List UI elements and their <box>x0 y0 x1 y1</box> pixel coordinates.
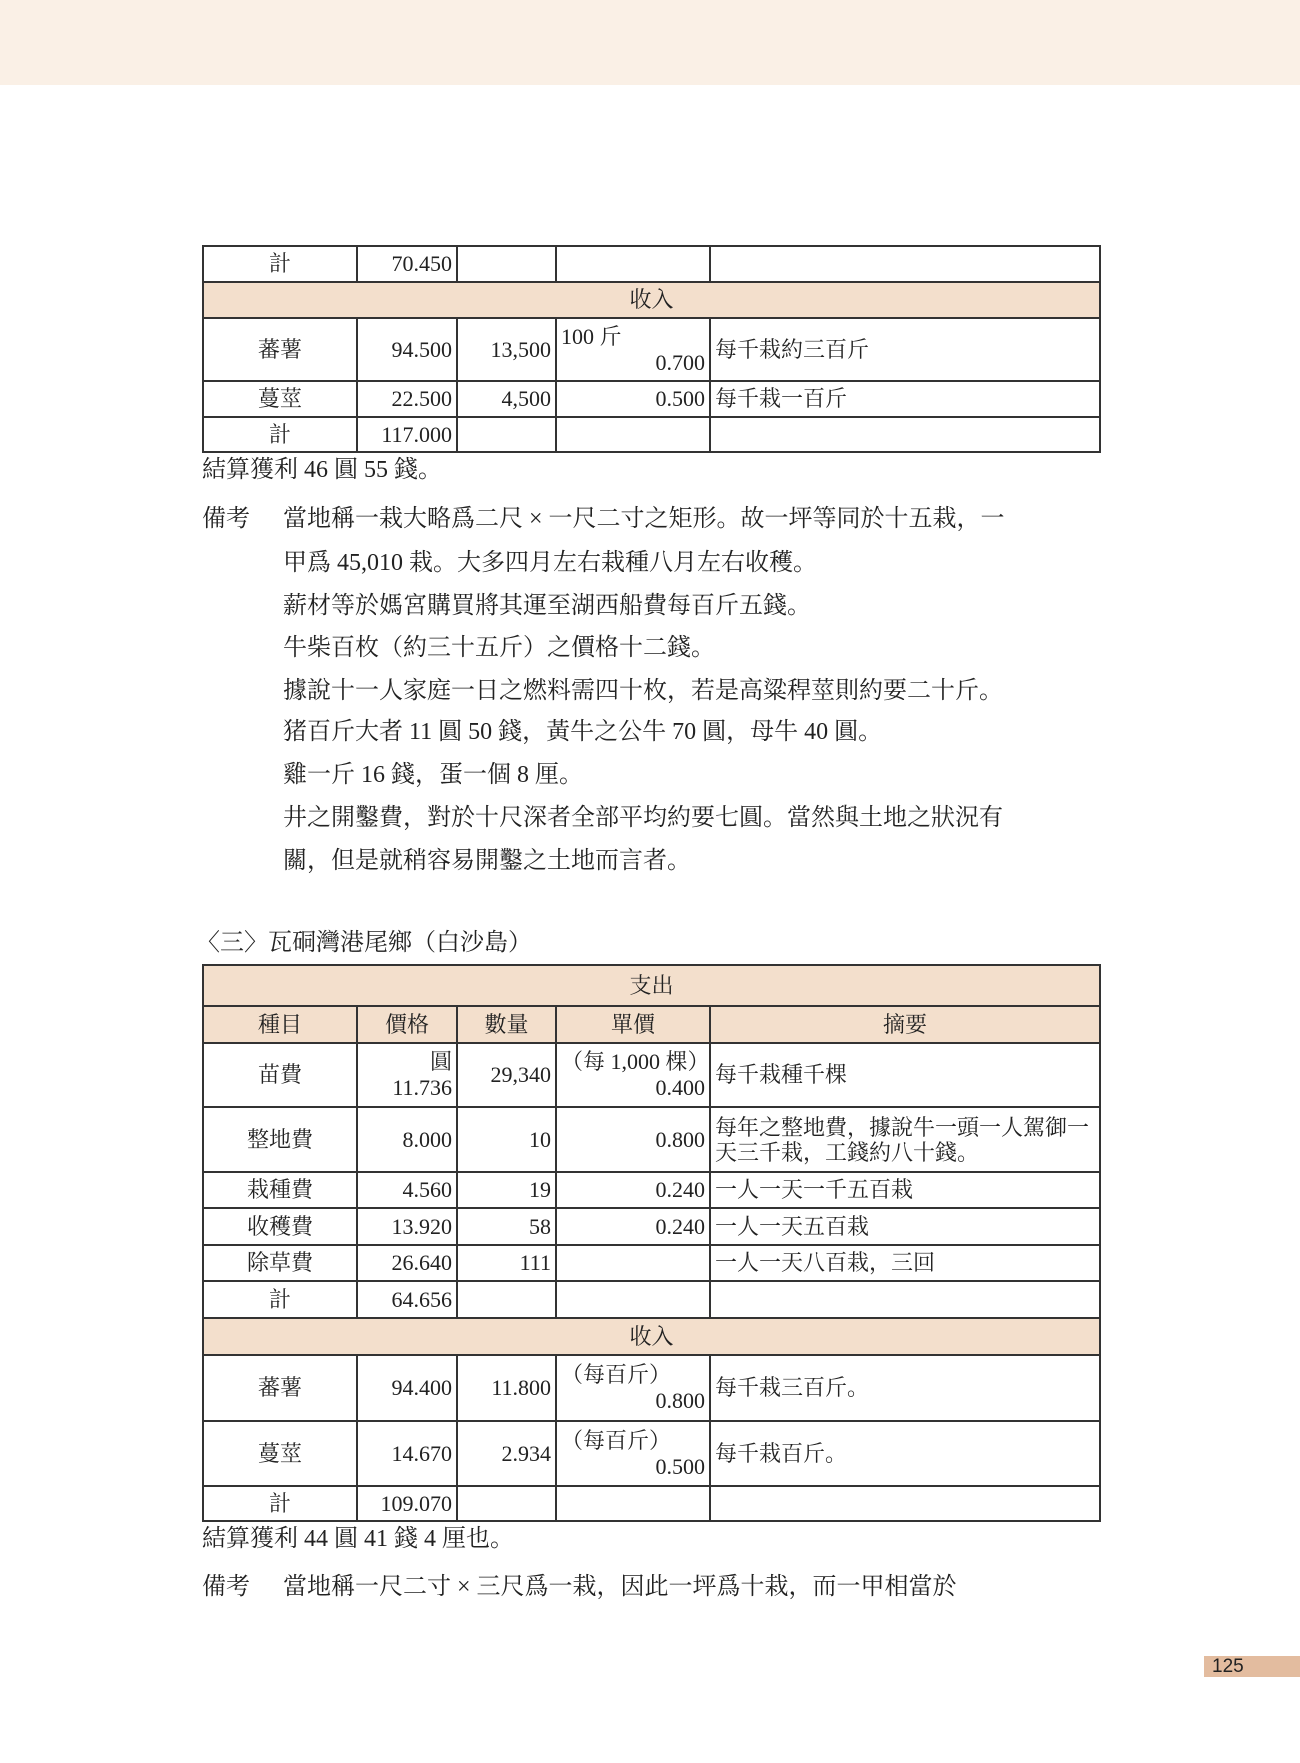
unit-label: （每百斤） <box>561 1362 672 1387</box>
cell: 計 <box>203 246 357 282</box>
page-number: 125 <box>1204 1656 1300 1677</box>
cell: 22.500 <box>357 381 457 417</box>
cell <box>710 417 1100 452</box>
cell: 整地費 <box>203 1107 357 1172</box>
remark-line: 當地稱一栽大略爲二尺 × 一尺二寸之矩形。故一坪等同於十五栽，一 <box>283 506 1005 532</box>
unit-price: 0.400 <box>655 1075 705 1100</box>
cell: 蔓莖 <box>203 1421 357 1486</box>
remark-line: 牛柴百枚（約三十五斤）之價格十二錢。 <box>283 635 715 661</box>
remark-line: 薪材等於媽宮購買將其運至湖西船費每百斤五錢。 <box>283 593 811 619</box>
cell: 每千栽百斤。 <box>710 1421 1100 1486</box>
table-row <box>203 1421 1100 1486</box>
cell: 14.670 <box>357 1421 457 1486</box>
cell <box>357 1043 457 1107</box>
header-row <box>203 1006 1100 1043</box>
cell <box>457 417 556 452</box>
cell: 8.000 <box>357 1107 457 1172</box>
table-row <box>203 1245 1100 1281</box>
cell <box>710 1486 1100 1521</box>
cell: 每年之整地費，據說牛一頭一人駕御一天三千栽，工錢約八十錢。 <box>710 1107 1100 1172</box>
cell: 64.656 <box>357 1281 457 1318</box>
cell <box>556 246 710 282</box>
cell: 0.500 <box>556 381 710 417</box>
price-value: 11.736 <box>392 1075 452 1100</box>
remark-line: 關，但是就稍容易開鑿之土地而言者。 <box>283 848 691 874</box>
cell: 每千栽約三百斤 <box>710 318 1100 381</box>
cell <box>556 1281 710 1318</box>
remark-label-1: 備考 <box>202 506 250 532</box>
unit-price: 0.500 <box>655 1453 705 1479</box>
cell: 70.450 <box>357 246 457 282</box>
cell: 每千栽一百斤 <box>710 381 1100 417</box>
expense-band-row <box>203 965 1100 1006</box>
table-1 <box>202 245 1101 453</box>
cell: 2.934 <box>457 1421 556 1486</box>
unit-label: （每百斤） <box>561 1427 672 1453</box>
unit-label: （每 1,000 棵） <box>561 1049 710 1074</box>
cell: 111 <box>457 1245 556 1281</box>
cell: 4,500 <box>457 381 556 417</box>
remark-label-2: 備考 <box>202 1574 250 1600</box>
cell: 94.400 <box>357 1355 457 1421</box>
cell <box>710 246 1100 282</box>
unit-label: 100 斤 <box>561 323 622 349</box>
cell: 蕃薯 <box>203 1355 357 1421</box>
cell: 計 <box>203 417 357 452</box>
cell: 29,340 <box>457 1043 556 1107</box>
cell: 117.000 <box>357 417 457 452</box>
cell: 58 <box>457 1208 556 1245</box>
price-unit: 圓 <box>429 1049 452 1074</box>
table-row <box>203 1355 1100 1421</box>
cell <box>457 1486 556 1521</box>
table-row <box>203 246 1100 282</box>
cell: 除草費 <box>203 1245 357 1281</box>
cell: 13,500 <box>457 318 556 381</box>
cell <box>710 1281 1100 1318</box>
expense-label: 支出 <box>203 965 1100 1006</box>
cell: 19 <box>457 1172 556 1208</box>
cell: 一人一天八百栽，三回 <box>710 1245 1100 1281</box>
income-label: 收入 <box>203 1318 1100 1355</box>
unit-price: 0.800 <box>655 1388 705 1413</box>
table-row <box>203 1281 1100 1318</box>
remark-line: 甲爲 45,010 栽。大多四月左右栽種八月左右收穫。 <box>283 550 817 576</box>
remark-line: 猪百斤大者 11 圓 50 錢，黃牛之公牛 70 圓，母牛 40 圓。 <box>283 719 883 745</box>
table-row <box>203 1107 1100 1172</box>
remark-line: 據說十一人家庭一日之燃料需四十枚，若是高粱稈莖則約要二十斤。 <box>283 678 1003 704</box>
cell: 0.240 <box>556 1208 710 1245</box>
cell <box>556 1486 710 1521</box>
table-row <box>203 417 1100 452</box>
cell: 13.920 <box>357 1208 457 1245</box>
column-header: 種目 <box>203 1006 357 1043</box>
table-row <box>203 1043 1100 1107</box>
cell: 0.800 <box>556 1107 710 1172</box>
remark-line: 井之開鑿費，對於十尺深者全部平均約要七圓。當然與土地之狀況有 <box>283 805 1003 831</box>
cell <box>457 1281 556 1318</box>
cell: 0.240 <box>556 1172 710 1208</box>
cell: 4.560 <box>357 1172 457 1208</box>
column-header: 摘要 <box>710 1006 1100 1043</box>
result-text-1: 結算獲利 46 圓 55 錢。 <box>202 457 442 483</box>
cell: 蔓莖 <box>203 381 357 417</box>
section-heading: 〈三〉瓦硐灣港尾鄉（白沙島） <box>196 930 532 956</box>
table-row <box>203 381 1100 417</box>
table-row <box>203 1172 1100 1208</box>
cell <box>556 1245 710 1281</box>
cell: 計 <box>203 1281 357 1318</box>
table-row <box>203 1208 1100 1245</box>
cell: 收穫費 <box>203 1208 357 1245</box>
column-header: 單價 <box>556 1006 710 1043</box>
cell: 一人一天五百栽 <box>710 1208 1100 1245</box>
cell: 苗費 <box>203 1043 357 1107</box>
table-row <box>203 1486 1100 1521</box>
result-text-2: 結算獲利 44 圓 41 錢 4 厘也。 <box>202 1526 514 1552</box>
cell: 蕃薯 <box>203 318 357 381</box>
cell <box>556 318 710 381</box>
remark-line: 雞一斤 16 錢，蛋一個 8 厘。 <box>283 762 583 788</box>
cell: 26.640 <box>357 1245 457 1281</box>
cell: 栽種費 <box>203 1172 357 1208</box>
cell <box>556 1355 710 1421</box>
cell: 94.500 <box>357 318 457 381</box>
cell: 每千栽三百斤。 <box>710 1355 1100 1421</box>
table-row <box>203 318 1100 381</box>
income-band-row <box>203 282 1100 318</box>
cell <box>556 1043 710 1107</box>
column-header: 數量 <box>457 1006 556 1043</box>
unit-price: 0.700 <box>655 349 705 375</box>
cell: 計 <box>203 1486 357 1521</box>
column-header: 價格 <box>357 1006 457 1043</box>
top-band <box>0 0 1300 85</box>
remark-line: 當地稱一尺二寸 × 三尺爲一栽，因此一坪爲十栽，而一甲相當於 <box>283 1574 957 1600</box>
cell: 11.800 <box>457 1355 556 1421</box>
cell: 10 <box>457 1107 556 1172</box>
cell: 109.070 <box>357 1486 457 1521</box>
cell <box>457 246 556 282</box>
income-band-row <box>203 1318 1100 1355</box>
table-2 <box>202 964 1101 1522</box>
cell: 每千栽種千棵 <box>710 1043 1100 1107</box>
income-label: 收入 <box>203 282 1100 318</box>
cell: 一人一天一千五百栽 <box>710 1172 1100 1208</box>
cell <box>556 417 710 452</box>
cell <box>556 1421 710 1486</box>
